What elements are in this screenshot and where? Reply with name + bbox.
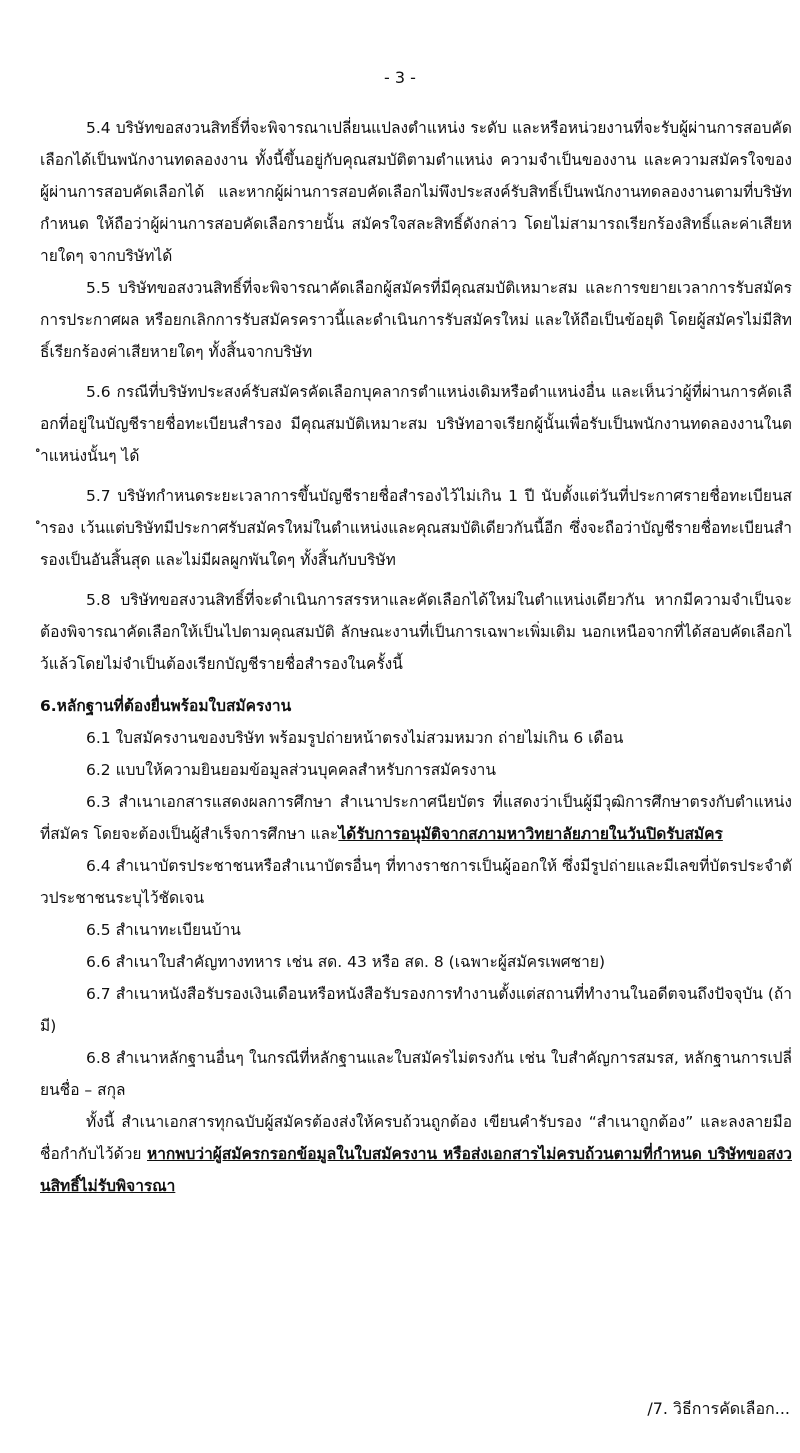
page-number: - 3 -	[384, 68, 416, 87]
item-6-3	[40, 786, 792, 850]
item-6-6: 6.6 สำเนาใบสำคัญทางทหาร เช่น สด. 43 หรือ สด. 8 (เฉพาะผู้สมัครเพศชาย)	[86, 953, 605, 971]
document-body	[40, 112, 792, 1202]
item-6-3-emphasis: ได้รับการอนุมัติจากสภามหาวิทยาลัยภายในวันปิดรับสมัคร	[338, 825, 723, 843]
continuation-note: /7. วิธีการคัดเลือก...	[647, 1399, 790, 1418]
closing-note-text: ทั้งนี้ สำเนาเอกสารทุกฉบับผู้สมัครต้องส่งให้ครบถ้วนถูกต้อง เขียนคำรับรอง “สำเนาถูกต้อง” และลงลายมือชื่อกำกับไว้ด้วย	[40, 1113, 792, 1163]
section-6-heading: 6.หลักฐานที่ต้องยื่นพร้อมใบสมัครงาน	[40, 697, 292, 715]
clause-5-5: 5.5 บริษัทขอสงวนสิทธิ์ที่จะพิจารณาคัดเลือกผู้สมัครที่มีคุณสมบัติเหมาะสม และการขยายเวลาการรับสมัคร การประกาศผล หรือยกเลิกการรับสมัครคราวนี้และดำเนินการรับสมัครใหม่ และให้ถือเป็นข้อยุติ โดยผู้สมัครไม่มีสิทธิ์เรียกร้องค่าเสียหายใดๆ ทั้งสิ้นจากบริษัท	[40, 279, 792, 361]
clause-5-4: 5.4 บริษัทขอสงวนสิทธิ์ที่จะพิจารณาเปลี่ยนแปลงตำแหน่ง ระดับ และหรือหน่วยงานที่จะรับผู้ผ่านการสอบคัดเลือกได้เป็นพนักงานทดลองงาน ทั้งนี้ขึ้นอยู่กับคุณสมบัติตามตำแหน่ง ความจำเป็นของงาน และความสมัครใจของผู้ผ่านการสอบคัดเลือกได้ และหากผู้ผ่านการสอบคัดเลือกไม่พึงประสงค์รับสิทธิ์เป็นพนักงานทดลองงานตามที่บริษัทกำหนด ให้ถือว่าผู้ผ่านการสอบคัดเลือกรายนั้น สมัครใจสละสิทธิ์ดังกล่าว โดยไม่สามารถเรียกร้องสิทธิ์และค่าเสียหายใดๆ จากบริษัทได้	[40, 119, 792, 265]
item-6-7: 6.7 สำเนาหนังสือรับรองเงินเดือนหรือหนังสือรับรองการทำงานตั้งแต่สถานที่ทำงานในอดีตจนถึงปัจจุบัน (ถ้ามี)	[40, 985, 792, 1035]
item-6-1: 6.1 ใบสมัครงานของบริษัท พร้อมรูปถ่ายหน้าตรงไม่สวมหมวก ถ่ายไม่เกิน 6 เดือน	[86, 729, 624, 747]
clause-5-7: 5.7 บริษัทกำหนดระยะเวลาการขึ้นบัญชีรายชื่อสำรองไว้ไม่เกิน 1 ปี นับตั้งแต่วันที่ประกาศรายชื่อทะเบียนสำรอง เว้นแต่บริษัทมีประกาศรับสมัครใหม่ในตำแหน่งและคุณสมบัติเดียวกันนี้อีก ซึ่งจะถือว่าบัญชีรายชื่อทะเบียนสำรองเป็นอันสิ้นสุด และไม่มีผลผูกพันใดๆ ทั้งสิ้นกับบริษัท	[40, 487, 792, 569]
item-6-3-text: 6.3 สำเนาเอกสารแสดงผลการศึกษา สำเนาประกาศนียบัตร ที่แสดงว่าเป็นผู้มีวุฒิการศึกษาตรงกับตำแหน่งที่สมัคร โดยจะต้องเป็นผู้สำเร็จการศึกษา และ	[40, 793, 792, 843]
closing-note	[40, 1106, 792, 1202]
item-6-5: 6.5 สำเนาทะเบียนบ้าน	[86, 921, 241, 939]
clause-5-6: 5.6 กรณีที่บริษัทประสงค์รับสมัครคัดเลือกบุคลากรตำแหน่งเดิมหรือตำแหน่งอื่น และเห็นว่าผู้ที่ผ่านการคัดเลือกที่อยู่ในบัญชีรายชื่อทะเบียนสำรอง มีคุณสมบัติเหมาะสม บริษัทอาจเรียกผู้นั้นเพื่อรับเป็นพนักงานทดลองงานในตำแหน่งนั้นๆ ได้	[40, 383, 792, 465]
item-6-8: 6.8 สำเนาหลักฐานอื่นๆ ในกรณีที่หลักฐานและใบสมัครไม่ตรงกัน เช่น ใบสำคัญการสมรส, หลักฐานการเปลี่ยนชื่อ – สกุล	[40, 1049, 792, 1099]
item-6-2: 6.2 แบบให้ความยินยอมข้อมูลส่วนบุคคลสำหรับการสมัครงาน	[86, 761, 496, 779]
item-6-4: 6.4 สำเนาบัตรประชาชนหรือสำเนาบัตรอื่นๆ ที่ทางราชการเป็นผู้ออกให้ ซึ่งมีรูปถ่ายและมีเลขที่บัตรประจำตัวประชาชนระบุไว้ชัดเจน	[40, 857, 792, 907]
clause-5-8: 5.8 บริษัทขอสงวนสิทธิ์ที่จะดำเนินการสรรหาและคัดเลือกได้ใหม่ในตำแหน่งเดียวกัน หากมีความจำเป็นจะต้องพิจารณาคัดเลือกให้เป็นไปตามคุณสมบัติ ลักษณะงานที่เป็นการเฉพาะเพิ่มเติม นอกเหนือจากที่ได้สอบคัดเลือกไว้แล้วโดยไม่จำเป็นต้องเรียกบัญชีรายชื่อสำรองในครั้งนี้	[40, 591, 792, 673]
closing-note-emphasis: หากพบว่าผู้สมัครกรอกข้อมูลในใบสมัครงาน หรือส่งเอกสารไม่ครบถ้วนตามที่กำหนด บริษัทขอสงวนสิทธิ์ไม่รับพิจารณา	[40, 1145, 792, 1195]
